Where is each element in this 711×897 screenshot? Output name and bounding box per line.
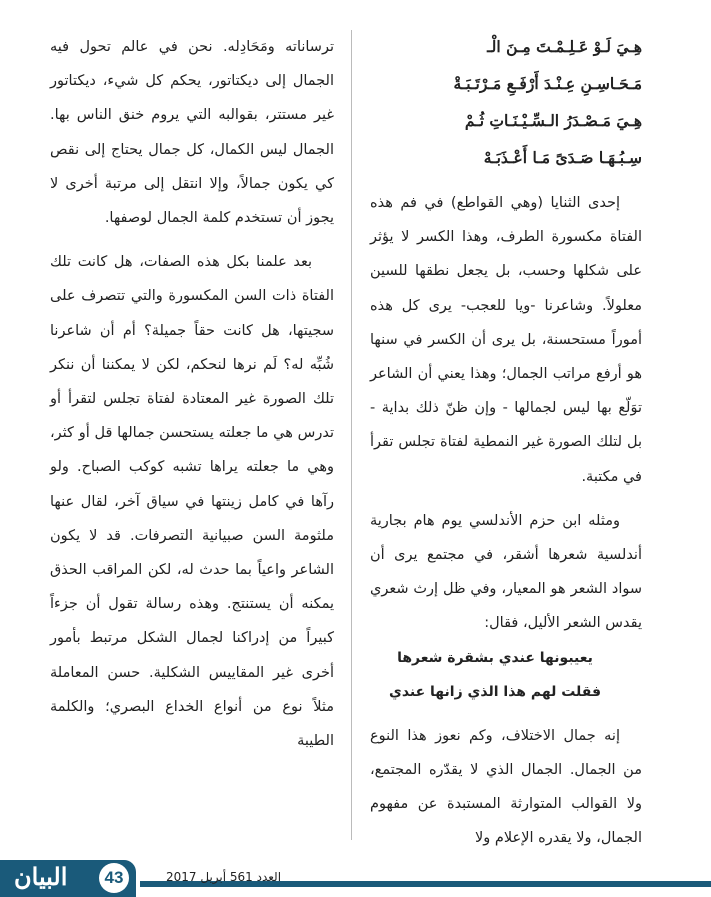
page-footer (0, 860, 711, 897)
footer-logo-panel (0, 860, 136, 897)
body-paragraph: إحدى الثنايا (وهي القواطع) في فم هذه الفتاة مكسورة الطرف، وهذا الكسر لا يؤثر على شكلها وحسب، بل يجعل نطقها للسين معلولاً. وشاعرنا -ويا للعجب- يرى كل هذه أموراً مستحسنة، بل يرى أن الكسر في سنها هو أرفع مراتب الجمال؛ وهذا يعني أن الشاعر توَلّع بها ليس لجمالها - وإن ظنّ ذلك بداية - بل لتلك الصورة غير النمطية لفتاة تجلس تقرأ في مكتبة. (370, 195, 642, 485)
right-column (370, 28, 642, 855)
body-paragraph: ومثله ابن حزم الأندلسي يوم هام بجارية أندلسية شعرها أشقر، في مجتمع يرى أن سواد الشعر هو المعيار، وفي ظل إرث شعري يقدس الشعر الأليل، فقال: (370, 512, 642, 632)
magazine-logo: البيان (14, 862, 68, 891)
verse-line: فقلت لهم هذا الذي زانها عندي (388, 683, 601, 700)
body-paragraph: إنه جمال الاختلاف، وكم نعوز هذا النوع من الجمال. الجمال الذي لا يقدّره المجتمع، ولا القوالب المتوارثة المستبدة عن مفهوم الجمال، ولا يقدره الإعلام ولا (370, 727, 642, 847)
poem-line: مَـحَـاسِـنِ عِـنْـدَ أَرْفَـعِ مَـرْتَـبَـةْ (453, 74, 642, 93)
body-paragraph: بعد علمنا بكل هذه الصفات، هل كانت تلك الفتاة ذات السن المكسورة والتي تتصرف على سجيتها، هل كانت حقاً جميلة؟ أم أن شاعرنا شُبِّه له؟ لَم نرها لنحكم، لكن لا يمكننا أن ننكر تلك الصورة غير المعتادة لفتاة تجلس لتقرأ أو تدرس هي ما جعلته يستحسن جمالها قل أو كثر، وهي ما جعلته يراها تشبه كوكب الصباح. ولو رآها في كامل زينتها في سياق آخر، لقال عنها ملثومة السن صبيانية التصرفات. قد لا يكون الشاعر واعياً بما حدث له، لكن المراقب الحذق يمكنه أن يستنتج. وهذه رسالة تقول أن جزءاً كبيراً من إدراكنا لجمال الشكل مرتبط بأمور أخرى غير المقاييس الشكلية. حسن المعاملة مثلاً نوع من أنواع الخداع البصري؛ والكلمة الطيبة (50, 254, 334, 750)
issue-info: العدد 561 أبريل 2017 (166, 870, 282, 884)
verse-line: يعيبونها عندي بشقرة شعرها (397, 649, 593, 666)
left-column (50, 30, 334, 758)
poem-line: هِـيَ لَـوْ عَـلِـمْـتَ مِـنَ الْـ (487, 37, 642, 56)
poem-line: سِـبُـهَـا صَـدَىً مَـا أَعْـذَبَـهْ (483, 148, 642, 167)
poem-line: هِـيَ مَـصْـدَرُ الـسِّـيْـنَـاتِ ثُـمْ (464, 111, 642, 130)
column-divider (351, 30, 352, 840)
poem-block (370, 28, 642, 176)
page-number: 43 (99, 863, 129, 893)
body-paragraph: ترساناته ومَحَادِله. نحن في عالم تحول فيه الجمال إلى ديكتاتور، يحكم كل شيء، ديكتاتور غير مستتر، بقوالبه التي يروم خنق الناس بها. الجمال ليس الكمال، كل جمال يحتاج إلى نقص كي يكون جمالاً، وإلا انتقل إلى مرتبة أخرى لا يجوز أن تستخدم كلمة الجمال لوصفها. (50, 39, 334, 227)
